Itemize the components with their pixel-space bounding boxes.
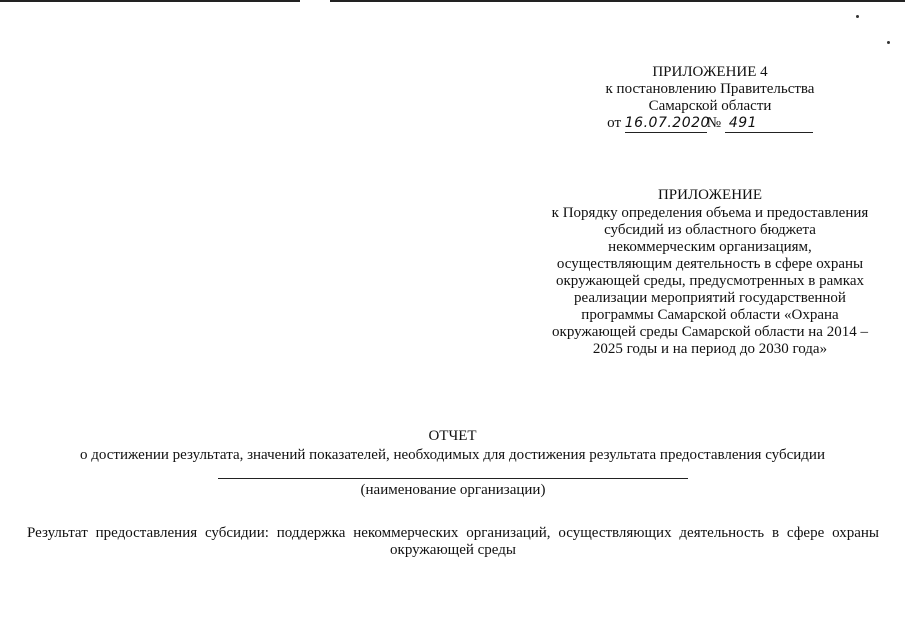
org-name-underline	[218, 478, 688, 479]
appendix-order-line: к Порядку определения объема и предоставления	[551, 205, 869, 221]
appendix-order-line: осуществляющим деятельность в сфере охраны	[556, 256, 864, 272]
appendix4-line1: к постановлению Правительства	[605, 81, 815, 97]
appendix4-line2: Самарской области	[648, 98, 772, 114]
scan-border-left	[0, 0, 300, 2]
org-name-caption: (наименование организации)	[360, 482, 546, 498]
appendix4-title: ПРИЛОЖЕНИЕ 4	[652, 64, 768, 80]
report-subtitle: о достижении результата, значений показателей, необходимых для достижения результата предоставления субсидии	[80, 447, 825, 463]
appendix-order-line: программы Самарской области «Охрана	[581, 307, 839, 323]
appendix-order-line: некоммерческим организациям,	[608, 239, 812, 255]
date-prefix: от	[607, 115, 622, 131]
appendix-order-header	[535, 187, 885, 358]
number-value: 491	[725, 115, 813, 133]
appendix-order-line: 2025 годы и на период до 2030 года»	[592, 341, 828, 357]
appendix-order-line: реализации мероприятий государственной	[574, 290, 846, 306]
number-label: №	[706, 115, 722, 131]
date-value: 16.07.2020	[624, 115, 710, 131]
result-line1: Результат предоставления субсидии: поддержка некоммерческих организаций, осуществляющих деятельность в сфере охраны	[27, 525, 879, 541]
appendix4-header	[560, 64, 860, 133]
appendix-order-title: ПРИЛОЖЕНИЕ	[657, 187, 763, 203]
appendix-order-line: окружающей среды, предусмотренных в рамках	[556, 273, 864, 289]
appendix-order-line: окружающей среды Самарской области на 2014 –	[552, 324, 868, 340]
scan-speck	[856, 15, 859, 18]
result-line2: окружающей среды	[390, 542, 516, 558]
appendix4-date-line	[607, 115, 813, 133]
scan-border-right	[330, 0, 905, 2]
scan-speck	[887, 41, 890, 44]
appendix-order-line: субсидий из областного бюджета	[604, 222, 816, 238]
report-title: ОТЧЕТ	[428, 428, 477, 444]
result-paragraph	[27, 525, 879, 559]
